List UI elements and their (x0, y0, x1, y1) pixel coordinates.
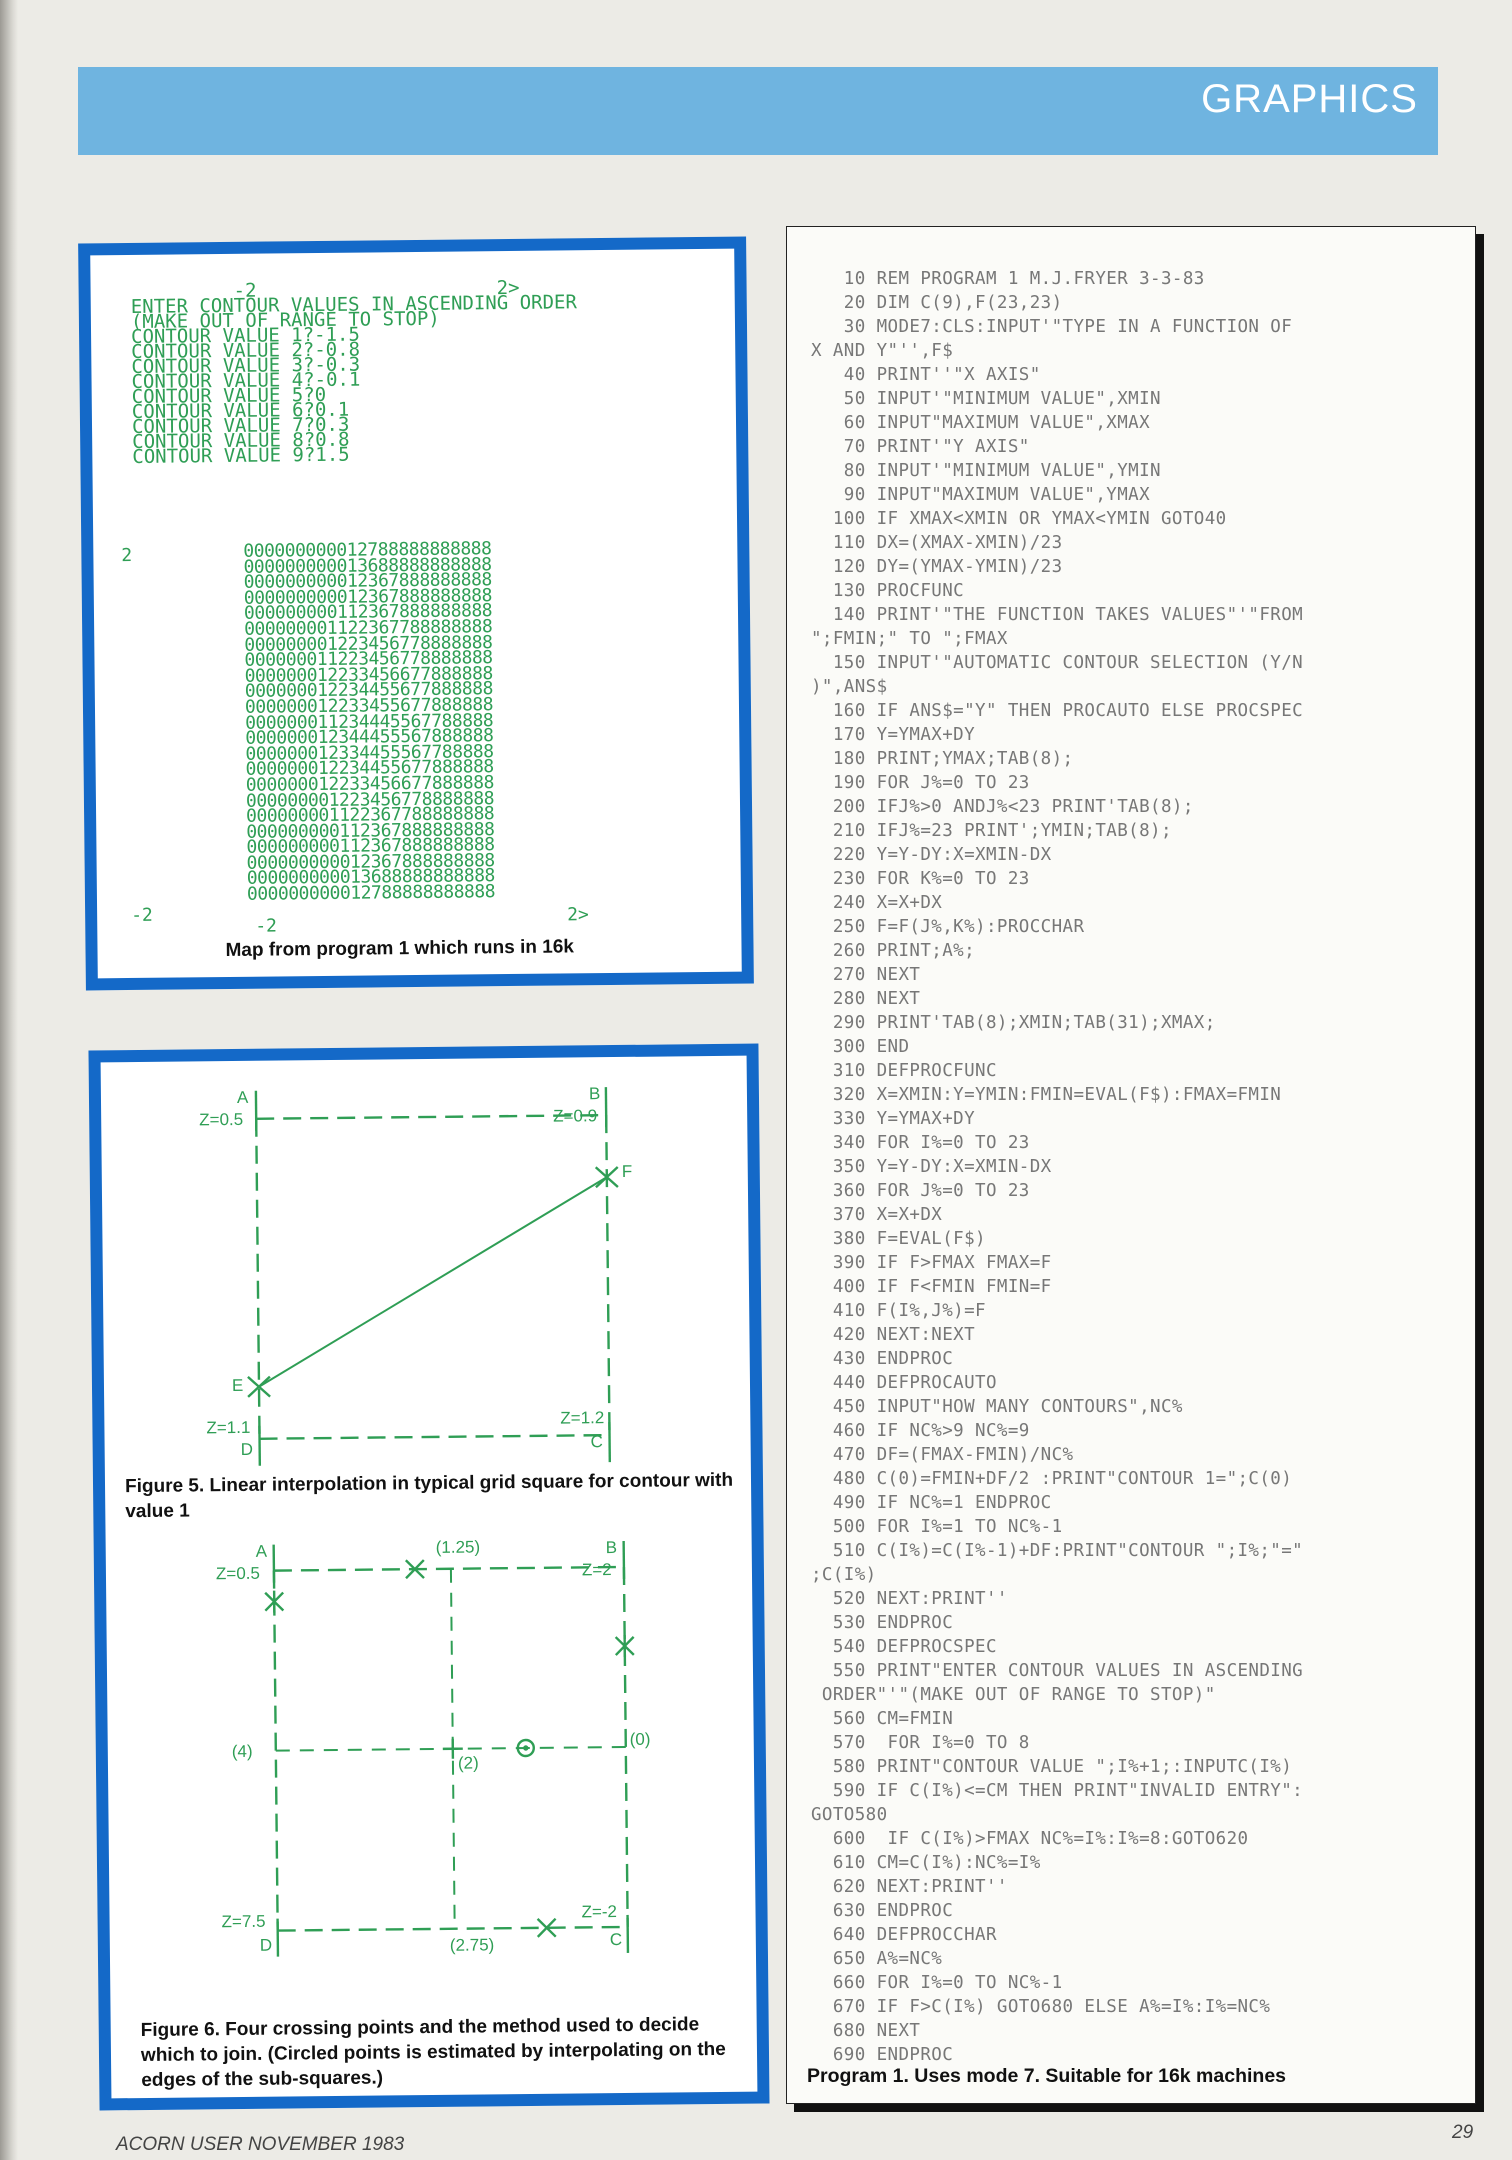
figures-panel (88, 1044, 769, 2111)
fig5-label-za: Z=0.5 (199, 1109, 244, 1130)
screen-output: -2 2> ENTER CONTOUR VALUES IN ASCENDING ORDER (MAKE OUT OF RANGE TO STOP) CONTOUR VALUE 1?-1.5 CONTOUR VALUE 2?-0.8 CONTOUR VALUE 3?-0.3 CONTOUR VALUE 4?-0.1 CONTOUR VALUE 5?0 CONTOUR VALUE 6?0.1 CONTOUR VALUE 7?0.3 CONTOUR VALUE 8?0.8 CONTOUR VALUE 9?1.5 (130, 276, 577, 468)
label-bottom: (2.75) (449, 1935, 495, 1955)
fig5-label-zc: Z=1.2 (560, 1408, 605, 1428)
fig5-label-c: C (590, 1432, 603, 1452)
label-d: D (259, 1935, 273, 1955)
program-listing-panel (786, 226, 1476, 2104)
section-banner (78, 67, 1438, 155)
label-center: (2) (457, 1753, 479, 1773)
label-c: C (609, 1929, 623, 1950)
label-b: B (605, 1538, 618, 1558)
fig5-edge-left (256, 1119, 259, 1439)
program-listing: 10 REM PROGRAM 1 M.J.FRYER 3-3-83 20 DIM C(9),F(23,23) 30 MODE7:CLS:INPUT'"TYPE IN A FUNCTION OF X AND Y"'',F$ 40 PRINT''"X AXIS" 50 INPUT'"MINIMUM VALUE",XMIN 60 INPUT"MAXIMUM VALUE",XMAX 70 PRINT'"Y AXIS" 80 INPUT'"MINIMUM VALUE",YMIN 90 INPUT"MAXIMUM VALUE",YMAX 100 IF XMAX<XMIN OR YMAX<YMIN GOTO40 110 DX=(XMAX-XMIN)/23 120 DY=(YMAX-YMIN)/23 130 PROCFUNC 140 PRINT'"THE FUNCTION TAKES VALUES"'"FROM ";FMIN;" TO ";FMAX 150 INPUT'"AUTOMATIC CONTOUR SELECTION (Y/N )",ANS$ 160 IF ANS$="Y" THEN PROCAUTO ELSE PROCSPEC 170 Y=YMAX+DY 180 PRINT;YMAX;TAB(8); 190 FOR J%=0 TO 23 200 IFJ%>0 ANDJ%<23 PRINT'TAB(8); 210 IFJ%=23 PRINT';YMIN;TAB(8); 220 Y=Y-DY:X=XMIN-DX 230 FOR K%=0 TO 23 240 X=X+DX 250 F=F(J%,K%):PROCCHAR 260 PRINT;A%; 270 NEXT 280 NEXT 290 PRINT'TAB(8);XMIN;TAB(31);XMAX; 300 END 310 DEFPROCFUNC 320 X=XMIN:Y=YMIN:FMIN=EVAL(F$):FMAX=FMIN 330 Y=YMAX+DY 340 FOR I%=0 TO 23 350 Y=Y-DY:X=XMIN-DX 360 FOR J%=0 TO 23 370 X=X+DX 380 F=EVAL(F$) 390 IF F>FMAX FMAX=F 400 IF F<FMIN FMIN=F 410 F(I%,J%)=F 420 NEXT:NEXT 430 ENDPROC 440 DEFPROCAUTO 450 INPUT"HOW MANY CONTOURS",NC% 460 IF NC%>9 NC%=9 470 DF=(FMAX-FMIN)/NC% 480 C(0)=FMIN+DF/2 :PRINT"CONTOUR 1=";C(0) 490 IF NC%=1 ENDPROC 500 FOR I%=1 TO NC%-1 510 C(I%)=C(I%-1)+DF:PRINT"CONTOUR ";I%;"=" ;C(I%) 520 NEXT:PRINT'' 530 ENDPROC 540 DEFPROCSPEC 550 PRINT"ENTER CONTOUR VALUES IN ASCENDING ORDER"'"(MAKE OUT OF RANGE TO STOP)" 560 CM=FMIN 570 FOR I%=0 TO 8 580 PRINT"CONTOUR VALUE ";I%+1;:INPUTC(I%) 590 IF C(I%)<=CM THEN PRINT"INVALID ENTRY": GOTO580 600 IF C(I%)>FMAX NC%=I%:I%=8:GOTO620 610 CM=C(I%):NC%=I% 620 NEXT:PRINT'' 630 ENDPROC 640 DEFPROCCHAR 650 A%=NC% 660 FOR I%=0 TO NC%-1 670 IF F>C(I%) GOTO680 ELSE A%=I%:I%=NC% 680 NEXT 690 ENDPROC (811, 269, 1304, 2065)
contour-map-grid: 000000000012788888888888 000000000013688888888888 000000000012367888888888 000000000012367888888888 000000000112367888888888 000000001122367788888888 000000001223456778888888 000000011223456778888888 000000012233456677888888 000000012234455677888888 000000012233455677888888 000000011234445567788888 000000012344455567888888 000000012334455567788888 000000012234455677888888 000000012233456677888888 000000001223456778888888 000000001122367788888888 000000000112367888888888 000000000112367888888888 000000000012367888888888 000000000013688888888888 000000000012788888888888 (243, 538, 496, 905)
label-left: (4) (231, 1741, 253, 1762)
fig5-edge-bottom (260, 1435, 610, 1439)
map-panel (78, 237, 754, 991)
figure6-diagram (106, 1526, 758, 2093)
fig5-label-zd: Z=1.1 (206, 1417, 251, 1438)
fig5-label-e: E (231, 1375, 244, 1396)
fig5-contour-line (257, 1177, 609, 1387)
y-max-label: 2 (121, 544, 133, 567)
page-spine-shadow (0, 0, 18, 2160)
label-zc: Z=-2 (581, 1902, 618, 1922)
fig5-edge-right (606, 1115, 609, 1435)
y-min-label: -2 (131, 904, 153, 926)
label-za: Z=0.5 (215, 1563, 261, 1584)
label-top: (1.25) (435, 1537, 481, 1557)
fig5-label-b: B (588, 1084, 601, 1104)
fig5-label-f: F (621, 1161, 633, 1181)
label-zb: Z=2 (581, 1560, 612, 1580)
fig5-label-d: D (240, 1439, 254, 1459)
figure6-caption: Figure 6. Four crossing points and the method used to decide which to join. (Circled points is estimated by interpolating on the edges of the sub-squares.) (140, 2014, 726, 2092)
label-a: A (255, 1541, 268, 1561)
x-min-label: -2 (255, 915, 278, 937)
fig5-label-zb: Z=0.9 (553, 1106, 598, 1126)
program-caption: Program 1. Uses mode 7. Suitable for 16k machines (807, 2065, 1287, 2087)
map-caption: Map from program 1 which runs in 16k (225, 936, 575, 962)
page-number: 29 (1452, 2122, 1474, 2143)
figure5-diagram (101, 1056, 752, 1503)
magazine-footer: ACORN USER NOVEMBER 1983 (116, 2134, 405, 2155)
fig5-label-a: A (236, 1087, 249, 1107)
figure5-caption: Figure 5. Linear interpolation in typical grid square for contour with value 1 (124, 1469, 734, 1523)
label-right: (0) (629, 1729, 651, 1749)
section-title: GRAPHICS (1201, 77, 1418, 121)
x-max-label: 2> (567, 904, 589, 926)
label-zd: Z=7.5 (221, 1911, 266, 1932)
